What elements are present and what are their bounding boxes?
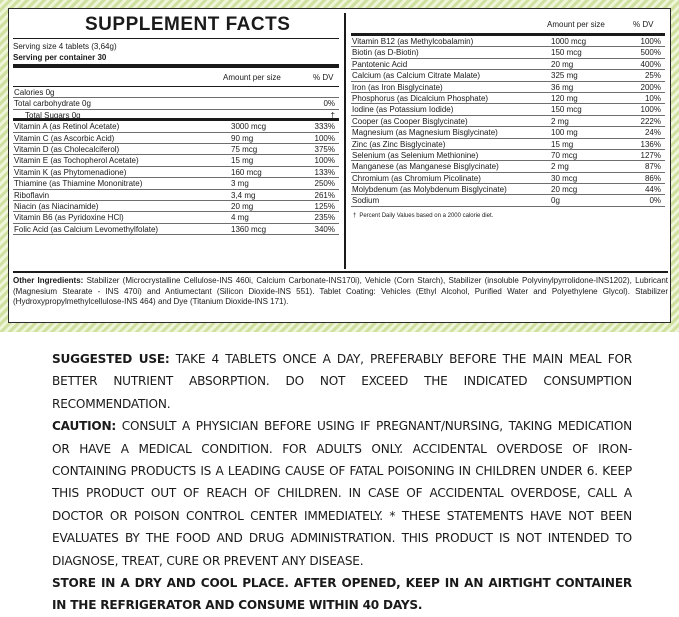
servings-per-container: Serving per container 30 — [13, 52, 339, 68]
nutrient-dv: 235% — [314, 213, 335, 223]
nutrient-dv: 400% — [640, 59, 661, 69]
nutrient-name: Folic Acid (as Calcium Levomethylfolate) — [14, 224, 159, 234]
nutrient-amount: 0g — [551, 196, 560, 206]
nutrient-dv: 86% — [644, 173, 661, 183]
nutrient-row — [13, 167, 339, 178]
nutrient-name: Zinc (as Zinc Bisglycinate) — [352, 139, 446, 149]
other-ingredients — [13, 271, 668, 308]
left-nutrient-list — [13, 87, 339, 235]
nutrient-amount: 1000 mcg — [551, 37, 587, 46]
storage-instructions: STORE IN A DRY AND COOL PLACE. AFTER OPENED, KEEP IN AN AIRTIGHT CONTAINER IN THE REFRIGERATOR AND CONSUME WITHIN 40 DAYS. — [52, 576, 632, 613]
nutrient-dv: 136% — [640, 139, 661, 149]
caution-text: CONSULT A PHYSICIAN BEFORE USING IF PREGNANT/NURSING, TAKING MEDICATION OR HAVE A MEDICAL CONDITION. FOR ADULTS ONLY. ACCIDENTAL OVERDOSE OF IRON-CONTAINING PRODUCTS IS A LEADING CAUSE OF FATAL POISONING IN CHILDREN UNDER 6. KEEP THIS PRODUCT OUT OF REACH OF CHILDREN. IN CASE OF ACCIDENTAL OVERDOSE, CALL A DOCTOR OR POISON CONTROL CENTER IMMEDIATELY. * THESE STATEMENTS HAVE NOT BEEN EVALUATES BY THE FOOD AND DRUG ADMINISTRATION. THIS PRODUCT IS NOT INTENDED TO DIAGNOSE, TREAT, CURE OR PREVENT ANY DISEASE. — [52, 419, 632, 568]
nutrient-dv: 0% — [649, 196, 661, 206]
nutrient-amount: 70 mcg — [551, 150, 578, 160]
nutrient-row — [13, 190, 339, 201]
nutrient-amount: 325 mg — [551, 71, 578, 81]
facts-right-column — [351, 13, 665, 221]
nutrient-name: Total Sugars 0g — [25, 110, 81, 120]
nutrient-name: Vitamin E (as Tochopherol Acetate) — [14, 156, 139, 166]
nutrient-amount: 3 mg — [231, 179, 249, 189]
serving-size: Serving size 4 tablets (3,64g) — [13, 42, 117, 51]
nutrient-name: Pantotenic Acid — [352, 59, 408, 69]
nutrient-amount: 1360 mcg — [231, 224, 267, 234]
nutrient-amount: 4 mg — [231, 213, 249, 223]
nutrient-name: Vitamin K (as Phytomenadione) — [14, 167, 127, 177]
supplement-facts-panel — [8, 8, 671, 323]
nutrient-dv: 133% — [314, 167, 335, 177]
nutrient-amount: 3000 mcg — [231, 122, 267, 132]
nutrient-dv: 24% — [644, 128, 661, 138]
nutrient-name: Vitamin A (as Retinol Acetate) — [14, 122, 120, 132]
nutrient-row — [351, 93, 665, 104]
dv-header: % DV — [633, 20, 654, 29]
nutrient-dv: 25% — [644, 71, 661, 81]
nutrient-dv: 127% — [640, 150, 661, 160]
dv-header: % DV — [313, 73, 334, 82]
suggested-use-paragraph — [52, 348, 632, 415]
facts-left-column — [13, 13, 339, 235]
nutrient-row — [13, 224, 339, 235]
directions-text-block — [52, 348, 632, 617]
nutrient-row — [351, 161, 665, 172]
nutrient-dv: 44% — [644, 185, 661, 195]
nutrient-row — [13, 110, 339, 121]
nutrient-name: Iron (as Iron Bisglycinate) — [352, 82, 443, 92]
nutrient-name: Chromium (as Chromium Picolinate) — [352, 173, 481, 183]
nutrient-amount: 160 mcg — [231, 167, 262, 177]
nutrient-row — [351, 150, 665, 161]
nutrient-row — [351, 70, 665, 81]
nutrient-name: Riboflavin — [14, 190, 50, 200]
nutrient-row — [351, 59, 665, 70]
nutrient-dv: 200% — [640, 82, 661, 92]
nutrient-dv: 250% — [314, 179, 335, 189]
nutrient-dv: 375% — [314, 144, 335, 154]
nutrient-amount: 150 mcg — [551, 48, 582, 58]
suggested-use-text: TAKE 4 TABLETS ONCE A DAY, PREFERABLY BEFORE THE MAIN MEAL FOR BETTER NUTRIENT ABSORPTION. DO NOT EXCEED THE INDICATED CONSUMPTION RECOMMENDATION. — [52, 352, 632, 411]
nutrient-name: Thiamine (as Thiamine Mononitrate) — [14, 179, 143, 189]
nutrient-row — [13, 178, 339, 189]
nutrient-amount: 30 mcg — [551, 173, 578, 183]
nutrient-row — [351, 173, 665, 184]
nutrient-dv: 100% — [640, 37, 661, 46]
nutrient-amount: 3,4 mg — [231, 190, 256, 200]
nutrient-dv: 222% — [640, 116, 661, 126]
nutrient-name: Calories 0g — [14, 88, 55, 97]
dagger-mark: † — [353, 212, 357, 219]
nutrient-dv: 100% — [640, 105, 661, 115]
nutrient-amount: 90 mg — [231, 133, 254, 143]
nutrient-row — [13, 87, 339, 98]
ingredients-label: Other Ingredients: — [13, 276, 84, 285]
nutrient-amount: 120 mg — [551, 93, 578, 103]
nutrient-amount: 20 mg — [231, 201, 254, 211]
nutrient-amount: 2 mg — [551, 116, 569, 126]
nutrient-name: Calcium (as Calcium Citrate Malate) — [352, 71, 481, 81]
nutrient-amount: 75 mcg — [231, 144, 258, 154]
nutrient-dv: 100% — [314, 133, 335, 143]
nutrient-name: Vitamin C (as Ascorbic Acid) — [14, 133, 115, 143]
nutrient-name: Biotin (as D-Biotin) — [352, 48, 419, 58]
nutrient-dv: † — [330, 110, 335, 120]
nutrient-amount: 20 mcg — [551, 185, 578, 195]
nutrient-name: Selenium (as Selenium Methionine) — [352, 150, 479, 160]
nutrient-name: Sodium — [352, 196, 380, 206]
nutrient-amount: 15 mg — [231, 156, 254, 166]
nutrient-dv: 0% — [323, 99, 335, 109]
nutrient-dv: 87% — [644, 162, 661, 172]
nutrient-row — [351, 36, 665, 47]
nutrient-dv: 500% — [640, 48, 661, 58]
nutrient-row — [13, 155, 339, 166]
nutrient-name: Manganese (as Manganese Bisglycinate) — [352, 162, 499, 172]
right-nutrient-list — [351, 36, 665, 207]
caution-label: CAUTION: — [52, 419, 117, 434]
nutrient-row — [351, 184, 665, 195]
daily-value-footnote — [351, 212, 665, 221]
daily-value-note-text: Percent Daily Values based on a 2000 calorie diet. — [359, 212, 494, 219]
nutrient-row — [351, 47, 665, 58]
nutrient-row — [351, 116, 665, 127]
nutrient-row — [13, 98, 339, 109]
nutrient-row — [13, 121, 339, 132]
nutrient-name: Cooper (as Cooper Bisglycinate) — [352, 116, 468, 126]
nutrient-amount: 150 mcg — [551, 105, 582, 115]
nutrient-row — [13, 133, 339, 144]
nutrient-dv: 333% — [314, 122, 335, 132]
nutrient-name: Phosphorus (as Dicalcium Phosphate) — [352, 93, 489, 103]
nutrient-name: Vitamin B12 (as Methylcobalamin) — [352, 37, 474, 46]
nutrient-dv: 340% — [314, 224, 335, 234]
nutrient-name: Vitamin B6 (as Pyridoxine HCl) — [14, 213, 124, 223]
nutrient-amount: 15 mg — [551, 139, 574, 149]
nutrient-dv: 261% — [314, 190, 335, 200]
nutrient-row — [351, 82, 665, 93]
ingredients-text: Stabilizer (Microcrystalline Cellulose-INS 460i, Calcium Carbonate-INS170i), Vehicle (Corn Starch), Stabilizer (insoluble Polyvinylpyrrolidone-INS1202), Lubricant (Magnesium Stearate - INS 470i) and Antiumectant (Silicon Dioxide-INS 551). Tablet Coating: Vehicles (Ethyl Alcohol, Purified Water and Polyethylene Glycol). Stabilizer (Hydroxypropylmethylcellulose-INS 464) and Dye (Titanium Dioxide-INS 171). — [13, 276, 668, 306]
amount-header: Amount per size — [547, 20, 605, 29]
nutrient-name: Molybdenum (as Molybdenum Bisglycinate) — [352, 185, 507, 195]
nutrient-row — [13, 212, 339, 223]
nutrient-row — [13, 144, 339, 155]
nutrient-name: Magnesium (as Magnesium Bisglycinate) — [352, 128, 498, 138]
suggested-use-label: SUGGESTED USE: — [52, 352, 170, 366]
left-column-header — [13, 72, 339, 87]
nutrient-dv: 10% — [644, 93, 661, 103]
nutrient-name: Vitamin D (as Cholecalciferol) — [14, 144, 120, 154]
nutrient-name: Niacin (as Niacinamide) — [14, 201, 99, 211]
nutrient-row — [351, 104, 665, 115]
nutrient-dv: 100% — [314, 156, 335, 166]
nutrient-dv: 125% — [314, 201, 335, 211]
right-column-header — [351, 13, 665, 36]
nutrient-amount: 36 mg — [551, 82, 574, 92]
nutrient-name: Total carbohydrate 0g — [14, 99, 91, 109]
nutrient-amount: 2 mg — [551, 162, 569, 172]
column-divider — [344, 13, 346, 269]
amount-header: Amount per size — [223, 73, 281, 82]
nutrient-row — [13, 201, 339, 212]
nutrient-row — [351, 195, 665, 206]
caution-paragraph — [52, 415, 632, 572]
nutrient-amount: 20 mg — [551, 59, 574, 69]
nutrient-amount: 100 mg — [551, 128, 578, 138]
nutrient-row — [351, 139, 665, 150]
nutrient-row — [351, 127, 665, 138]
nutrient-name: Iodine (as Potassium Iodide) — [352, 105, 454, 115]
supplement-facts-title: SUPPLEMENT FACTS — [13, 13, 339, 39]
